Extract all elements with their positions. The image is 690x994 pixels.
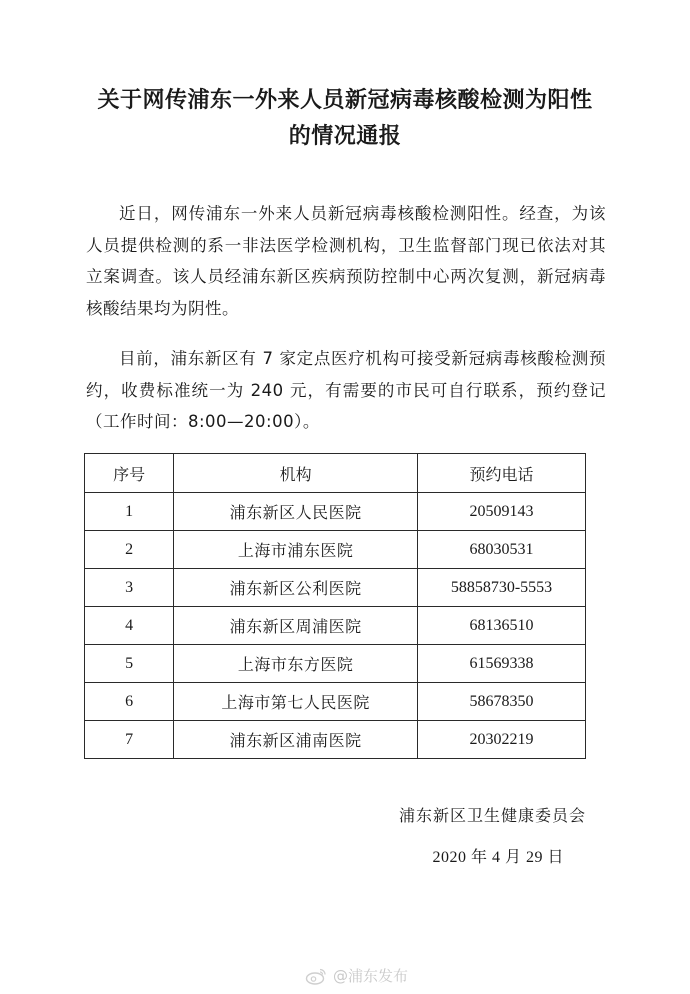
row-phone: 20509143 — [417, 493, 585, 531]
header-institution: 机构 — [174, 454, 418, 493]
row-phone: 68136510 — [417, 607, 585, 645]
row-institution: 上海市浦东医院 — [174, 531, 418, 569]
table-header-row — [85, 454, 586, 493]
row-phone: 58678350 — [417, 683, 585, 721]
table-row — [85, 721, 586, 759]
table-row — [85, 607, 586, 645]
row-phone: 20302219 — [417, 721, 585, 759]
hospital-table — [84, 453, 586, 759]
row-phone: 61569338 — [417, 645, 585, 683]
issue-date: 2020 年 4 月 29 日 — [432, 849, 564, 866]
row-index: 6 — [85, 683, 174, 721]
header-phone: 预约电话 — [417, 454, 585, 493]
row-institution: 浦东新区周浦医院 — [174, 607, 418, 645]
row-index: 2 — [85, 531, 174, 569]
table-row — [85, 531, 586, 569]
table-row — [85, 683, 586, 721]
weibo-icon — [305, 967, 327, 985]
row-institution: 上海市第七人民医院 — [174, 683, 418, 721]
row-institution: 浦东新区公利医院 — [174, 569, 418, 607]
issuer-name: 浦东新区卫生健康委员会 — [398, 806, 586, 825]
watermark-text: @浦东发布 — [332, 967, 408, 985]
table-row — [85, 493, 586, 531]
row-index: 1 — [85, 493, 174, 531]
row-institution: 浦东新区人民医院 — [174, 493, 418, 531]
row-institution: 上海市东方医院 — [174, 645, 418, 683]
row-phone: 58858730-5553 — [417, 569, 585, 607]
header-index: 序号 — [85, 454, 174, 493]
table-row — [85, 645, 586, 683]
weibo-watermark — [305, 965, 408, 986]
document-title-line-1: 关于网传浦东一外来人员新冠病毒核酸检测为阳性 — [97, 88, 593, 113]
document-title-line-2: 的情况通报 — [288, 124, 402, 149]
row-index: 3 — [85, 569, 174, 607]
table-row — [85, 569, 586, 607]
row-index: 7 — [85, 721, 174, 759]
paragraph-appointment-info: 目前，浦东新区有 7 家定点医疗机构可接受新冠病毒核酸检测预约，收费标准统一为 240 元，有需要的市民可自行联系，预约登记（工作时间：8:00—20:00）。 — [86, 349, 606, 431]
paragraph-investigation: 近日，网传浦东一外来人员新冠病毒核酸检测阳性。经查，为该人员提供检测的系一非法医学检测机构，卫生监督部门现已依法对其立案调查。该人员经浦东新区疾病预防控制中心两次复测，新冠病毒核酸结果均为阴性。 — [86, 204, 606, 318]
row-phone: 68030531 — [417, 531, 585, 569]
row-institution: 浦东新区浦南医院 — [174, 721, 418, 759]
row-index: 5 — [85, 645, 174, 683]
row-index: 4 — [85, 607, 174, 645]
